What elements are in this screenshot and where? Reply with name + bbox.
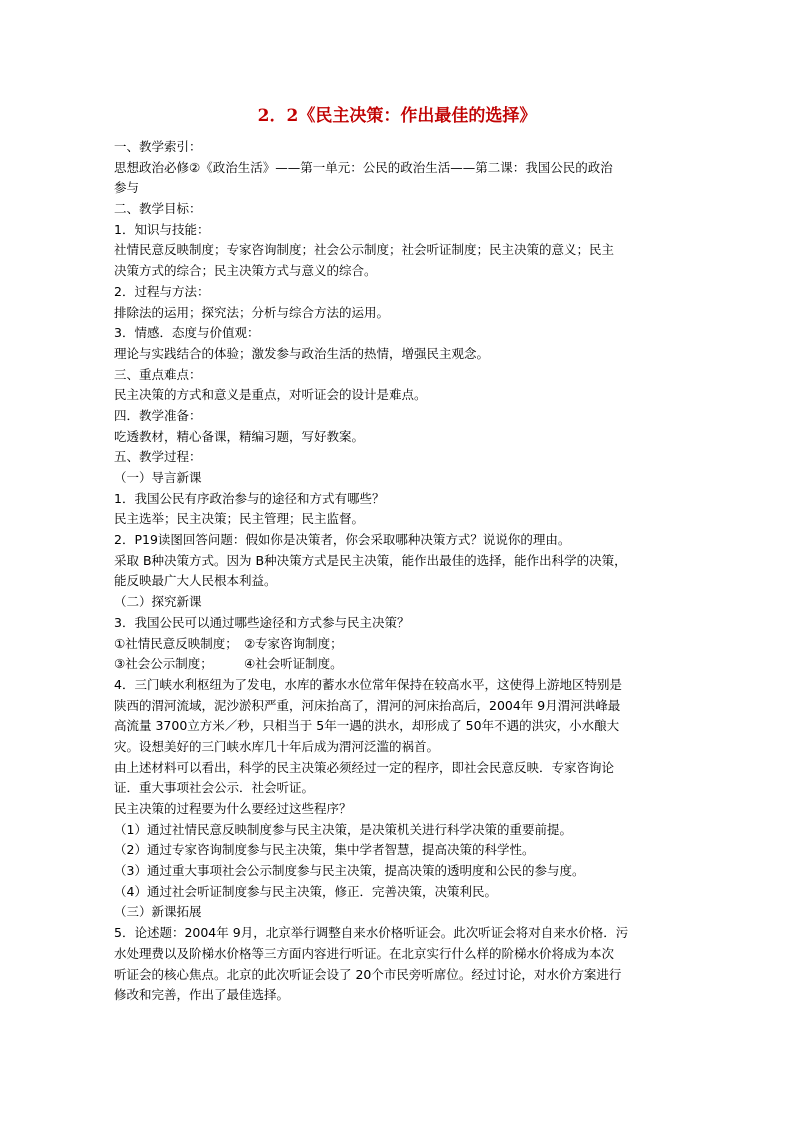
text-line: 参与	[114, 180, 140, 196]
text-line: 思想政治必修②《政治生活》——第一单元：公民的政治生活——第二课：我国公民的政治	[114, 159, 613, 175]
text-line: 三、重点难点：	[114, 366, 202, 382]
text-line: 民主决策的过程要为什么要经过这些程序？	[114, 801, 352, 816]
text-line: 高流量 3700立方米／秒，只相当于 5年一遇的洪水，却形成了 50年不遇的洪灾，小水酿大	[114, 718, 620, 734]
text-line: （2）通过专家咨询制度参与民主决策，集中学者智慧，提高决策的科学性。	[114, 842, 535, 858]
text-line: 吃透教材，精心备课，精编习题，写好教案。	[114, 428, 365, 444]
text-line: 采取 B种决策方式。因为 B种决策方式是民主决策，能作出最佳的选择，能作出科学的决策，	[114, 552, 627, 568]
text-line: 社情民意反映制度；专家咨询制度；社会公示制度；社会听证制度；民主决策的意义；民主	[114, 242, 615, 258]
text-line: ①社情民意反映制度； ②专家咨询制度；	[114, 635, 343, 651]
text-line: 5．论述题：2004年 9月，北京举行调整自来水价格听证会。此次听证会将对自来水价格．污	[114, 925, 629, 941]
text-line: 1．我国公民有序政治参与的途径和方式有哪些？	[114, 490, 385, 506]
text-line: 2．过程与方法：	[114, 283, 210, 299]
text-line: 1．知识与技能：	[114, 221, 210, 237]
text-line: 民主选举；民主决策；民主管理；民主监督。	[114, 511, 365, 527]
text-line: 陕西的渭河流域，泥沙淤积严重，河床抬高了，渭河的河床抬高后，2004年 9月渭河洪峰最	[114, 697, 621, 713]
text-line: （三）新课拓展	[114, 904, 202, 920]
text-line: 4．三门峡水利枢纽为了发电，水库的蓄水水位常年保持在较高水平，这使得上游地区特别是	[114, 676, 622, 692]
text-line: 灾。设想美好的三门峡水库几十年后成为渭河泛滥的祸首。	[114, 738, 440, 754]
text-line: 3．我国公民可以通过哪些途径和方式参与民主决策？	[114, 614, 410, 630]
text-line: 四．教学准备：	[114, 407, 202, 423]
text-line: 能反映最广大人民根本利益。	[114, 573, 277, 589]
text-line: 理论与实践结合的体验；激发参与政治生活的热情，增强民主观念。	[114, 345, 490, 361]
text-line: 二、教学目标：	[114, 201, 202, 217]
text-line: 一、教学索引：	[114, 139, 202, 154]
text-line: 水处理费以及阶梯水价格等三方面内容进行听证。在北京实行什么样的阶梯水价将成为本次	[114, 945, 615, 961]
text-line: （1）通过社情民意反映制度参与民主决策，是决策机关进行科学决策的重要前提。	[114, 821, 572, 837]
document-body	[114, 137, 682, 1006]
text-line: 决策方式的综合；民主决策方式与意义的综合。	[114, 263, 377, 279]
text-line: ③社会公示制度； ④社会听证制度。	[114, 656, 343, 672]
text-line: 2．P19读图回答问题：假如你是决策者，你会采取哪种决策方式？说说你的理由。	[114, 532, 571, 548]
text-line: 听证会的核心焦点。北京的此次听证会设了 20个市民旁听席位。经过讨论，对水价方案进行	[114, 966, 622, 982]
text-line: 3．情感．态度与价值观：	[114, 325, 260, 341]
text-line: （3）通过重大事项社会公示制度参与民主决策，提高决策的透明度和公民的参与度。	[114, 863, 585, 879]
text-line: （一）导言新课	[114, 470, 202, 485]
text-line: （二）探究新课	[114, 594, 202, 610]
document-title: 2．2《民主决策：作出最佳的选择》	[257, 106, 537, 126]
text-line: 修改和完善，作出了最佳选择。	[114, 987, 290, 1003]
text-line: 排除法的运用；探究法；分析与综合方法的运用。	[114, 304, 390, 320]
text-line: 由上述材料可以看出，科学的民主决策必须经过一定的程序，即社会民意反映．专家咨询论	[114, 759, 615, 775]
text-line: 民主决策的方式和意义是重点，对听证会的设计是难点。	[114, 387, 427, 403]
text-line: 五、教学过程：	[114, 449, 202, 465]
text-line: 证．重大事项社会公示．社会听证。	[114, 780, 315, 796]
text-line: （4）通过社会听证制度参与民主决策，修正．完善决策，决策利民。	[114, 883, 497, 899]
